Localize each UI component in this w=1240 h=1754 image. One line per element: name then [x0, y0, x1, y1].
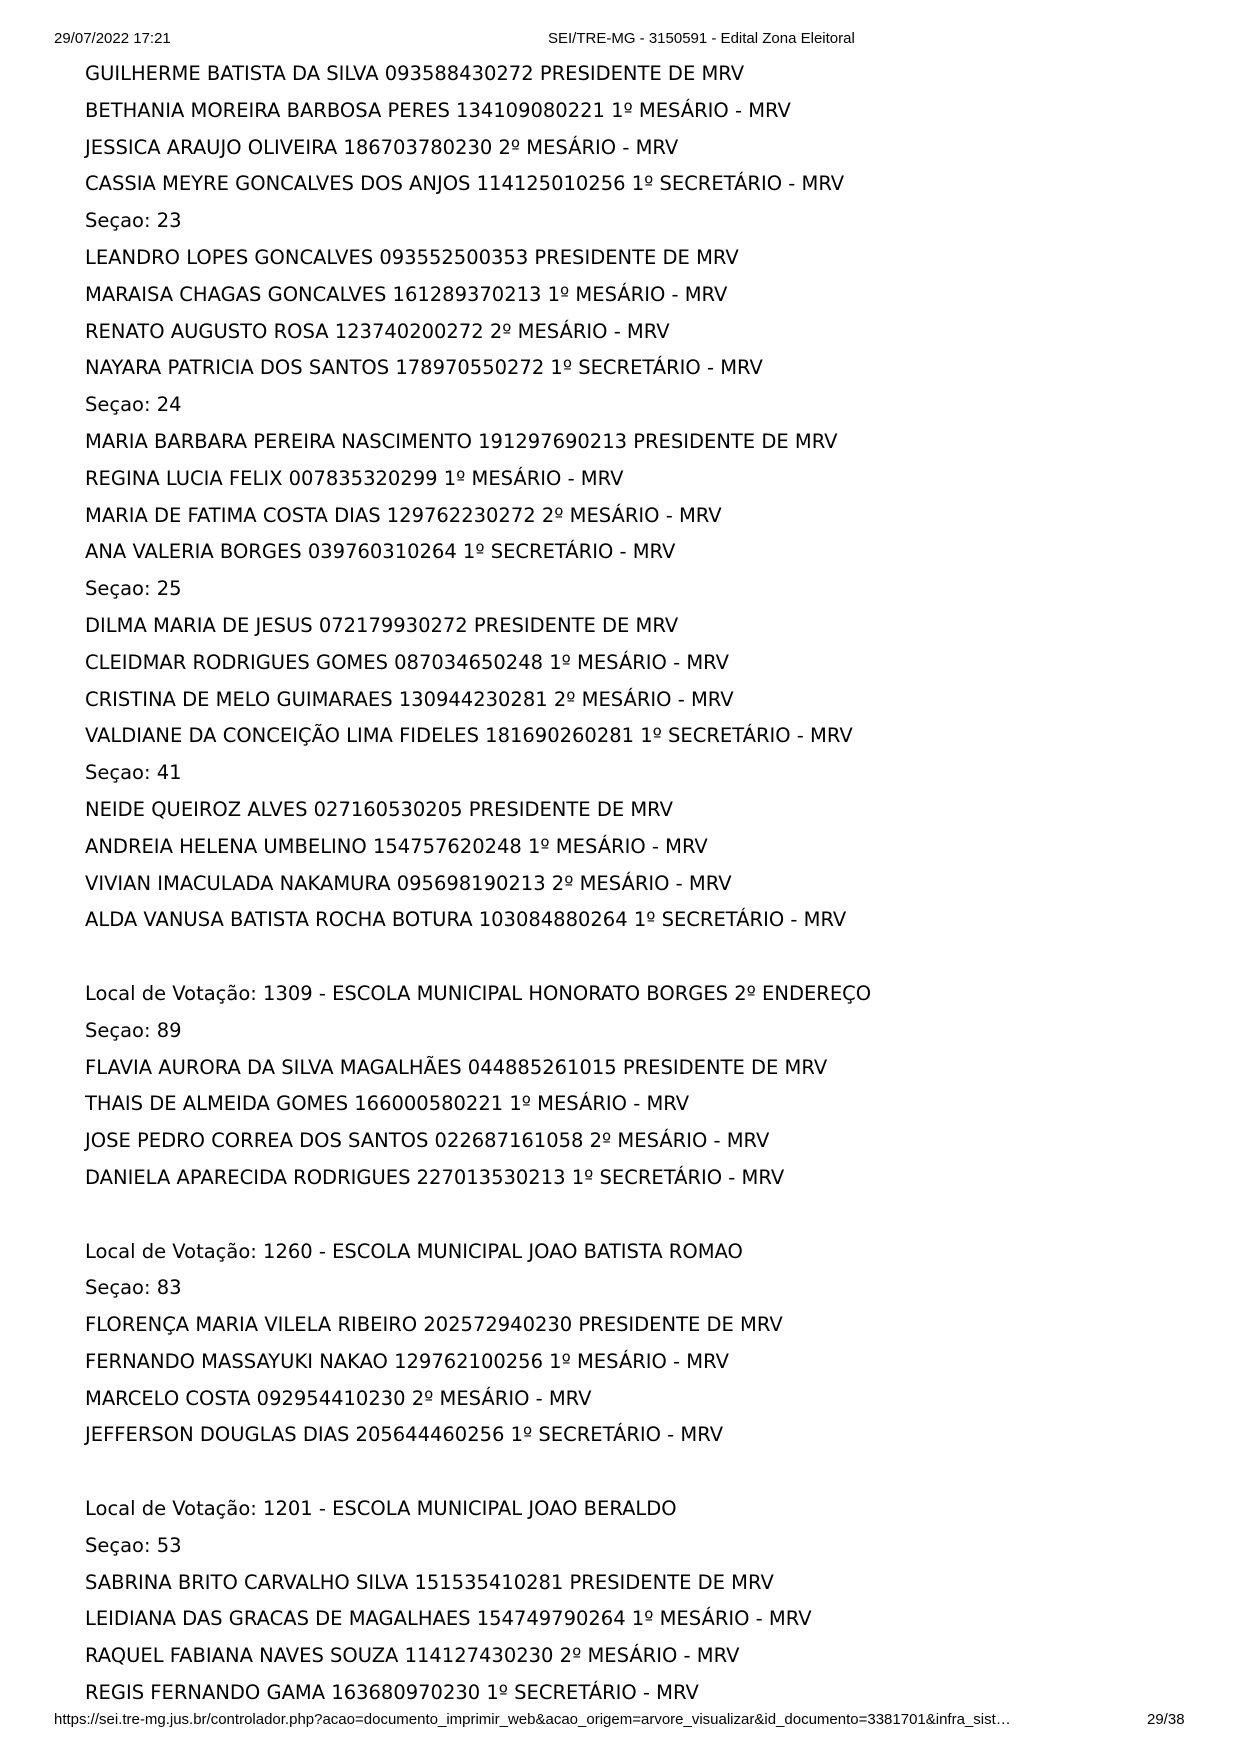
poll-worker-line: NEIDE QUEIROZ ALVES 027160530205 PRESIDENTE DE MRV [85, 797, 674, 821]
poll-worker-line: FLAVIA AURORA DA SILVA MAGALHÃES 044885261015 PRESIDENTE DE MRV [85, 1055, 828, 1079]
poll-worker-line: RAQUEL FABIANA NAVES SOUZA 114127430230 2º MESÁRIO - MRV [85, 1644, 740, 1668]
poll-worker-line: ANDREIA HELENA UMBELINO 154757620248 1º MESÁRIO - MRV [85, 834, 708, 858]
poll-worker-line: VIVIAN IMACULADA NAKAMURA 095698190213 2º MESÁRIO - MRV [85, 871, 732, 895]
poll-worker-line: RENATO AUGUSTO ROSA 123740200272 2º MESÁRIO - MRV [85, 319, 670, 343]
page-url: https://sei.tre-mg.jus.br/controlador.php?acao=documento_imprimir_web&acao_origem=arvore_visualizar&id_documento=3381701&infra_sist… [54, 1711, 1011, 1728]
poll-worker-line: ALDA VANUSA BATISTA ROCHA BOTURA 103084880264 1º SECRETÁRIO - MRV [85, 908, 847, 932]
voting-location-block [85, 1491, 1185, 1712]
poll-worker-line: BETHANIA MOREIRA BARBOSA PERES 134109080221 1º MESÁRIO - MRV [85, 98, 791, 122]
poll-worker-line: CRISTINA DE MELO GUIMARAES 130944230281 2º MESÁRIO - MRV [85, 687, 734, 711]
voting-location-block [85, 976, 1185, 1197]
voting-location-block [85, 1234, 1185, 1455]
poll-worker-line: JOSE PEDRO CORREA DOS SANTOS 022687161058 2º MESÁRIO - MRV [85, 1129, 770, 1153]
poll-worker-line: THAIS DE ALMEIDA GOMES 166000580221 1º MESÁRIO - MRV [85, 1092, 690, 1116]
voting-location-heading: Local de Votação: 1309 - ESCOLA MUNICIPAL HONORATO BORGES 2º ENDEREÇO [85, 981, 872, 1005]
poll-worker-line: VALDIANE DA CONCEIÇÃO LIMA FIDELES 181690260281 1º SECRETÁRIO - MRV [85, 724, 853, 748]
poll-worker-line: CLEIDMAR RODRIGUES GOMES 087034650248 1º MESÁRIO - MRV [85, 650, 729, 674]
poll-worker-line: FERNANDO MASSAYUKI NAKAO 129762100256 1º MESÁRIO - MRV [85, 1349, 729, 1373]
section-heading: Seçao: 23 [85, 209, 182, 233]
block-separator [85, 1454, 1185, 1491]
document-body [85, 56, 1185, 1712]
poll-worker-line: DANIELA APARECIDA RODRIGUES 227013530213 1º SECRETÁRIO - MRV [85, 1165, 785, 1189]
poll-worker-line: MARCELO COSTA 092954410230 2º MESÁRIO - MRV [85, 1386, 592, 1410]
poll-worker-line: REGIS FERNANDO GAMA 163680970230 1º SECRETÁRIO - MRV [85, 1681, 699, 1705]
section-heading: Seçao: 41 [85, 761, 182, 785]
document-title: SEI/TRE-MG - 3150591 - Edital Zona Eleitoral [548, 30, 855, 47]
voting-location-block [85, 56, 1185, 939]
poll-worker-line: LEIDIANA DAS GRACAS DE MAGALHAES 154749790264 1º MESÁRIO - MRV [85, 1607, 812, 1631]
poll-worker-line: REGINA LUCIA FELIX 007835320299 1º MESÁRIO - MRV [85, 466, 624, 490]
poll-worker-line: JEFFERSON DOUGLAS DIAS 205644460256 1º SECRETÁRIO - MRV [85, 1423, 724, 1447]
block-separator [85, 939, 1185, 976]
poll-worker-line: SABRINA BRITO CARVALHO SILVA 151535410281 PRESIDENTE DE MRV [85, 1570, 774, 1594]
poll-worker-line: MARIA BARBARA PEREIRA NASCIMENTO 191297690213 PRESIDENTE DE MRV [85, 429, 838, 453]
poll-worker-line: GUILHERME BATISTA DA SILVA 093588430272 PRESIDENTE DE MRV [85, 62, 745, 85]
section-heading: Seçao: 25 [85, 577, 182, 601]
poll-worker-line: MARIA DE FATIMA COSTA DIAS 129762230272 2º MESÁRIO - MRV [85, 503, 722, 527]
poll-worker-line: DILMA MARIA DE JESUS 072179930272 PRESIDENTE DE MRV [85, 613, 679, 637]
poll-worker-line: JESSICA ARAUJO OLIVEIRA 186703780230 2º MESÁRIO - MRV [85, 135, 679, 159]
section-heading: Seçao: 24 [85, 393, 182, 417]
poll-worker-line: LEANDRO LOPES GONCALVES 093552500353 PRESIDENTE DE MRV [85, 245, 739, 269]
page-number: 29/38 [1147, 1711, 1185, 1728]
print-datetime: 29/07/2022 17:21 [54, 30, 171, 47]
voting-location-heading: Local de Votação: 1201 - ESCOLA MUNICIPAL JOAO BERALDO [85, 1497, 677, 1521]
block-separator [85, 1197, 1185, 1234]
section-heading: Seçao: 83 [85, 1276, 182, 1300]
poll-worker-line: MARAISA CHAGAS GONCALVES 161289370213 1º MESÁRIO - MRV [85, 282, 728, 306]
section-heading: Seçao: 53 [85, 1533, 182, 1557]
poll-worker-line: NAYARA PATRICIA DOS SANTOS 178970550272 1º SECRETÁRIO - MRV [85, 356, 763, 380]
poll-worker-line: FLORENÇA MARIA VILELA RIBEIRO 202572940230 PRESIDENTE DE MRV [85, 1313, 783, 1337]
section-heading: Seçao: 89 [85, 1018, 182, 1042]
voting-location-heading: Local de Votação: 1260 - ESCOLA MUNICIPAL JOAO BATISTA ROMAO [85, 1239, 743, 1263]
poll-worker-line: ANA VALERIA BORGES 039760310264 1º SECRETÁRIO - MRV [85, 540, 676, 564]
poll-worker-line: CASSIA MEYRE GONCALVES DOS ANJOS 114125010256 1º SECRETÁRIO - MRV [85, 172, 845, 196]
